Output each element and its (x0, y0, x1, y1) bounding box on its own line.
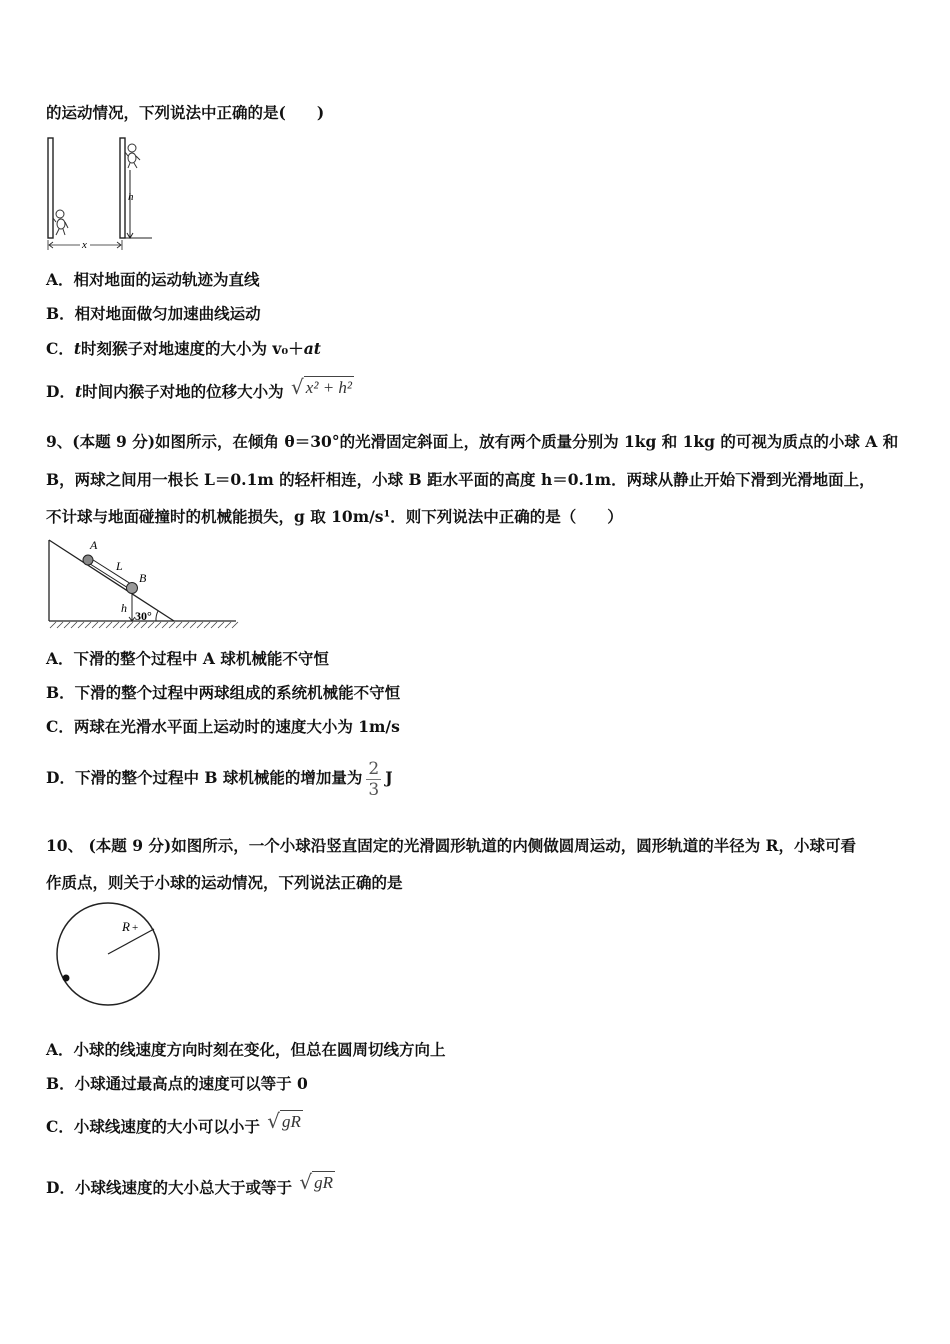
q9-stem-line2: B，两球之间用一根长 L＝0.1m 的轻杆相连，小球 B 距水平面的高度 h＝0.1m．两球从静止开始下滑到光滑地面上， (46, 470, 875, 489)
q10-option-a (46, 1040, 446, 1060)
sqrt-content: x² + h² (305, 378, 353, 397)
option-text: 时间内猴子对地的位移大小为 (82, 382, 284, 401)
unit: J (385, 768, 393, 787)
option-key: A． (46, 649, 74, 668)
sqrt-expression: √ x² + h² (291, 375, 353, 399)
sqrt-content: gR (282, 1112, 301, 1131)
monkey-icon (125, 144, 140, 168)
q8-option-a (46, 270, 260, 290)
option-text: 两球在光滑水平面上运动时的速度大小为 1m/s (73, 717, 400, 736)
option-text: 小球线速度的大小可以小于 (73, 1117, 260, 1136)
option-text: 小球的线速度方向时刻在变化，但总在圆周切线方向上 (73, 1040, 446, 1059)
label-h: h (121, 601, 127, 615)
monkey-icon (53, 210, 68, 235)
q10-circle-figure (52, 902, 164, 1010)
var-t: t (74, 382, 83, 401)
q8-option-c (46, 339, 321, 359)
ball-b (127, 583, 138, 594)
q9-stem-line3: 不计球与地面碰撞时的机械能损失，g 取 10m/s¹．则下列说法中正确的是（ ） (46, 507, 623, 526)
ball (63, 975, 70, 982)
q10-stem-line2: 作质点，则关于小球的运动情况，下列说法正确的是 (46, 873, 403, 892)
option-text: 相对地面的运动轨迹为直线 (73, 270, 260, 289)
label-x: x (82, 239, 87, 251)
sqrt-expression: √ gR (267, 1109, 301, 1133)
option-key: C． (46, 339, 74, 358)
fraction (366, 759, 381, 800)
fraction-numerator: 2 (368, 758, 380, 779)
q10-option-b (46, 1074, 308, 1094)
sqrt-expression: √ gR (299, 1170, 334, 1194)
option-text: 小球线速度的大小总大于或等于 (74, 1178, 292, 1197)
option-key: D． (46, 1178, 75, 1197)
plus-mark: + (132, 922, 139, 934)
fraction-denominator: 3 (368, 779, 380, 800)
option-key: B． (46, 304, 75, 323)
sqrt-content: gR (314, 1173, 334, 1192)
q9-option-d (46, 756, 393, 800)
var-at: at (303, 339, 321, 358)
q8-monkey-figure (44, 134, 156, 252)
option-key: C． (46, 1117, 74, 1136)
q9-option-a (46, 649, 329, 669)
ball-a (83, 555, 93, 565)
q10-option-c (46, 1109, 303, 1137)
label-h: h (128, 191, 134, 203)
option-text: 下滑的整个过程中 B 球机械能的增加量为 (74, 768, 363, 787)
option-key: A． (46, 1040, 74, 1059)
q9-option-c (46, 717, 400, 737)
label-b: B (139, 571, 147, 585)
option-key: D． (46, 768, 75, 787)
q8-option-d (46, 375, 354, 402)
label-angle: 30° (135, 609, 152, 623)
q9-option-b (46, 683, 400, 703)
label-r: R (122, 919, 130, 934)
option-text: 相对地面做匀加速曲线运动 (74, 304, 261, 323)
option-key: B． (46, 1074, 75, 1093)
option-text: 下滑的整个过程中两球组成的系统机械能不守恒 (74, 683, 401, 702)
option-key: C． (46, 717, 74, 736)
label-l: L (116, 559, 123, 573)
q10-stem-line1: 10、 (本题 9 分)如图所示，一个小球沿竖直固定的光滑圆形轨道的内侧做圆周运动，圆形轨道的半径为 R，小球可看 (46, 836, 856, 855)
option-key: A． (46, 270, 74, 289)
option-text: 时刻猴子对地速度的大小为 v₀＋ (81, 339, 304, 358)
q8-option-b (46, 304, 261, 324)
option-text: 下滑的整个过程中 A 球机械能不守恒 (73, 649, 329, 668)
q8-stem-tail: 的运动情况，下列说法中正确的是( ) (46, 103, 325, 122)
var-t: t (73, 339, 82, 358)
q9-incline-figure (44, 535, 244, 635)
option-key: D． (46, 382, 75, 401)
label-a: A (90, 538, 98, 552)
option-key: B． (46, 683, 75, 702)
option-text: 小球通过最高点的速度可以等于 0 (74, 1074, 308, 1093)
q10-option-d (46, 1170, 335, 1198)
q9-stem-line1: 9、(本题 9 分)如图所示，在倾角 θ＝30°的光滑固定斜面上，放有两个质量分别为 1kg 和 1kg 的可视为质点的小球 A 和 (46, 432, 899, 451)
